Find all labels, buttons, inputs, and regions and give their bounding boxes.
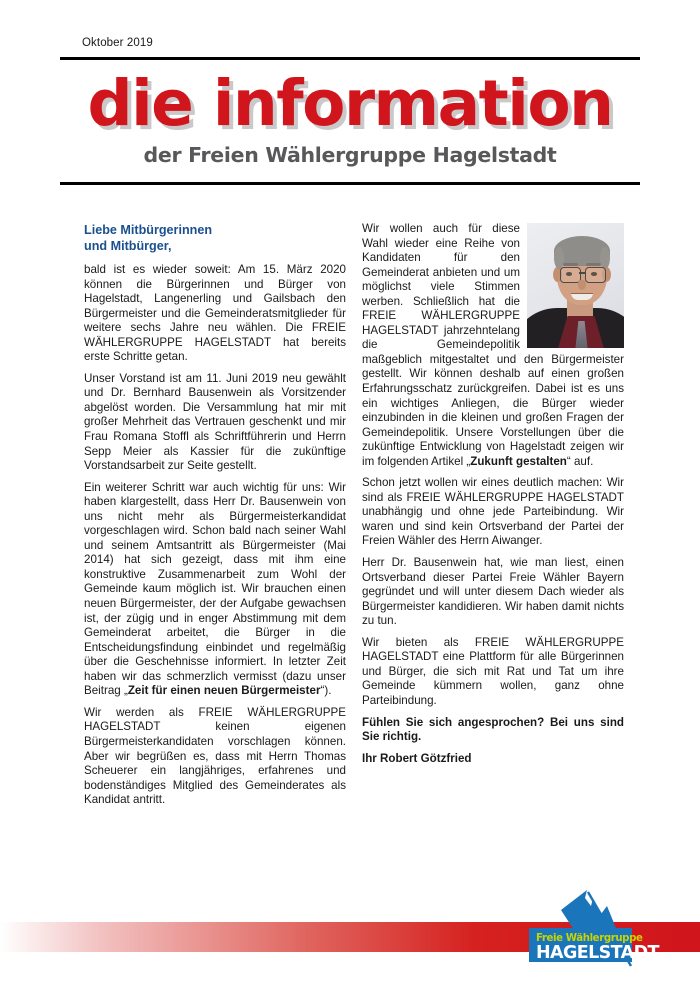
portrait-eyebrow-left <box>563 263 578 266</box>
paragraph: Wir werden als FREIE WÄHLERGRUPPE HAGELSTADT keinen eigenen Bürgermeisterkandidaten vorschlagen können. Aber wir begrüßen es, dass mit Herrn Thomas Scheuerer ein langjähriges, erfahrenes und bodenständiges Mitglied des Gemeinderates als Kandidat antritt. <box>84 705 346 807</box>
masthead-rule-top <box>60 57 640 60</box>
logo-group-name: Freie Wählergruppe <box>536 933 643 944</box>
portrait-mouth <box>571 293 593 300</box>
portrait-nose <box>578 280 586 290</box>
article-column-left <box>84 222 346 808</box>
inline-bold-quote: Zukunft gestalten <box>470 454 567 468</box>
signature: Ihr Robert Götzfried <box>362 751 472 765</box>
salutation <box>84 222 346 254</box>
portrait-glasses-right <box>585 267 606 283</box>
paragraph: Unser Vorstand ist am 11. Juni 2019 neu gewählt und Dr. Bernhard Bausenwein als Vorsitzender abgelöst worden. Die Versammlung hat mir mit großer Mehrheit das Vertrauen geschenkt und mir Frau Romana Stoffl als Schriftführerin und Herrn Sepp Meier als Kassier für die zukünftige Vorstandsarbeit zur Seite gestellt. <box>84 371 346 473</box>
organization-logo <box>521 888 659 980</box>
logo-town-name: HAGELSTADT <box>536 943 659 963</box>
masthead-rule-bottom <box>60 182 640 185</box>
paragraph-text: “ auf. <box>566 454 594 468</box>
article-column-right <box>362 222 624 766</box>
issue-date: Oktober 2019 <box>82 37 153 49</box>
paragraph: Wir bieten als FREIE WÄHLERGRUPPE HAGELSTADT eine Plattform für alle Bürgerinnen und Bürger, die sich mit Rat und Tat um ihre Gemeinde kümmern wollen, ganz ohne Parteibindung. <box>362 635 624 707</box>
portrait-hair-side-left <box>554 247 564 269</box>
inline-bold-quote: Zeit für einen neuen Bürgermeister <box>127 684 321 698</box>
salutation-line-2: und Mitbürger, <box>84 239 172 253</box>
paragraph-text: Ein weiterer Schritt war auch wichtig für uns: Wir haben klargestellt, dass Herr Dr. Bausenwein von uns nicht mehr als Bürgermeisterkandidat vorgeschlagen wird. Schon bald nach seiner Wahl und seinem Amtsantritt als Bürgermeister (Mai 2014) hat sich gezeigt, dass mit ihm eine konstruktive Zusammenarbeit zum Wohl der Gemeinde kaum möglich ist. Wir brauchen einen neuen Bürgermeister, der der Aufgabe gewachsen ist, der zügig und in enger Abstimmung mit dem Gemeinderat arbeitet, die Bürger in die Entscheidungsfindung einbindet und regelmäßig über die Geschehnisse informiert. In letzter Zeit haben wir das schmerzlich vermisst (dazu unser Beitrag „ <box>84 480 346 698</box>
portrait-photo <box>527 223 624 348</box>
portrait-hair-side-right <box>600 247 610 269</box>
paragraph: Herr Dr. Bausenwein hat, wie man liest, einen Ortsverband dieser Partei Freie Wähler Bayern gegründet und will unter diesem Dach wieder als Bürgermeister kandidieren. Wir haben damit nichts zu tun. <box>362 556 624 628</box>
publication-subtitle: der Freien Wählergruppe Hagelstadt <box>143 143 557 167</box>
masthead <box>60 62 640 180</box>
portrait-eyebrow-right <box>586 263 601 266</box>
publication-title: die information <box>87 67 613 140</box>
paragraph <box>84 481 346 699</box>
paragraph-text: “). <box>320 684 332 698</box>
paragraph: Schon jetzt wollen wir eines deutlich machen: Wir sind als FREIE WÄHLERGRUPPE HAGELSTADT unabhängig und ohne jede Parteibindung. Wir waren und sind kein Ortsverband der Partei der Freien Wähler des Herrn Aiwanger. <box>362 476 624 548</box>
portrait-glasses-bridge <box>579 272 585 274</box>
call-to-action: Fühlen Sie sich angesprochen? Bei uns sind Sie richtig. <box>362 715 624 744</box>
salutation-line-1: Liebe Mitbürgerinnen <box>84 223 213 237</box>
paragraph-text: Wir wollen auch für diese Wahl wieder eine Reihe von Kandidaten für den Gemeinderat anbieten und um möglichst viele Stimmen werben. Schließlich hat die FREIE WÄHLERGRUPPE HAGELSTADT jahrzehntelang die Gemeindepolitik maßgeblich mitgestaltet und den Bürgermeister gestellt. Wir können deshalb auf einen großen Erfahrungsschatz zurückgreifen. Dabei ist es uns ein wichtiges Anliegen, die Bürger wieder einzubinden in die kleinen und großen Fragen der Gemeindepolitik. Unsere Vorstellungen über die zukünftige Entwicklung von Hagelstadt zeigen wir im folgenden Artikel „ <box>362 222 624 468</box>
paragraph: bald ist es wieder soweit: Am 15. März 2020 können die Bürgerinnen und Bürger von Hagelstadt, Langenerling und Gailsbach den Bürgermeister und die Gemeinderatsmitglieder für weitere sechs Jahre neu wählen. Die FREIE WÄHLERGRUPPE HAGELSTADT hat bereits erste Schritte getan. <box>84 263 346 364</box>
